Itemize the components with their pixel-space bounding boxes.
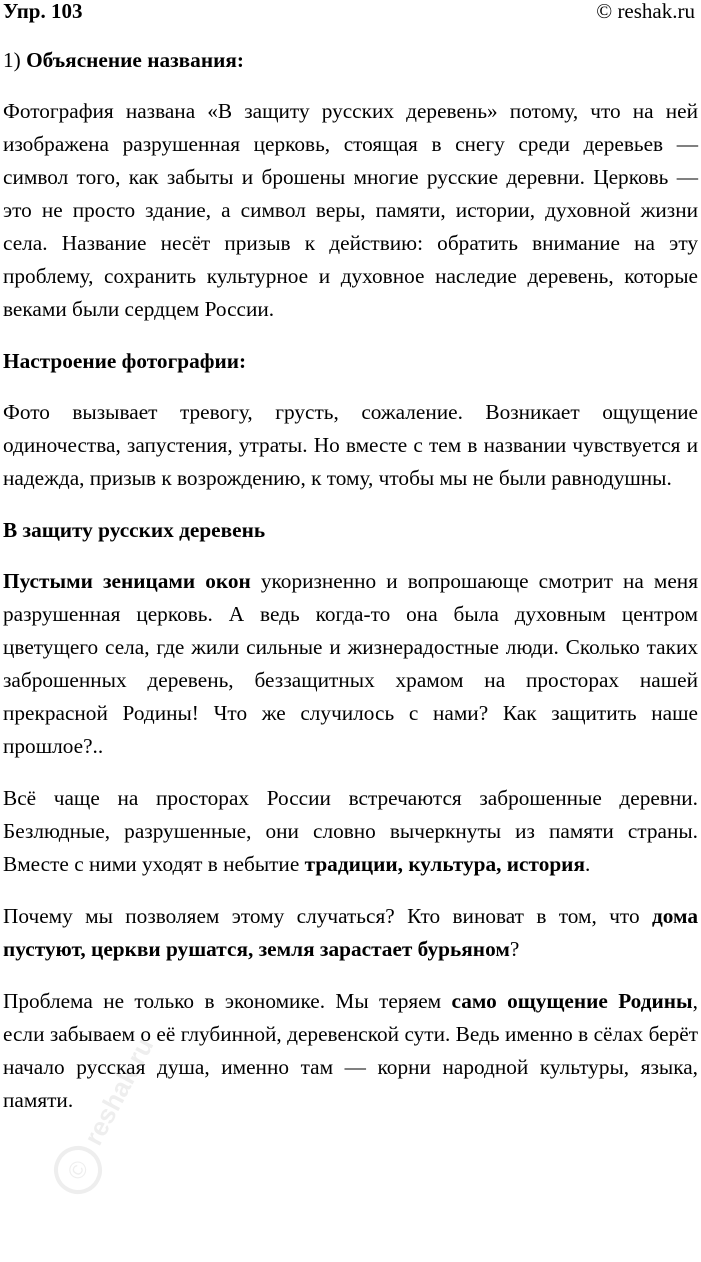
section-number: 1) [3, 48, 27, 72]
essay-p2-text: Всё чаще на просторах России встречаются заброшенные деревни. Безлюдные, разрушенные, они словно вычеркнуты из памяти страны. Вместе с ними уходят в небытие [3, 786, 698, 876]
exercise-number: Упр. 103 [3, 0, 83, 23]
page-header [3, 0, 695, 30]
source-label: © reshak.ru [596, 0, 695, 23]
essay-p3-end: ? [509, 937, 520, 961]
essay-p2-end: . [584, 852, 591, 876]
essay-p4-bold: само ощущение Родины [451, 989, 693, 1013]
essay-p4-text: Проблема не только в экономике. Мы теряем [3, 989, 452, 1013]
document-body [3, 44, 698, 1136]
essay-p3-text: Почему мы позволяем этому случаться? Кто виноват в том, что [3, 904, 652, 928]
essay-paragraph-4 [3, 985, 698, 1117]
essay-paragraph-2 [3, 782, 698, 881]
essay-paragraph-1 [3, 565, 698, 763]
mood-paragraph: Фото вызывает тревогу, грусть, сожаление. Возникает ощущение одиночества, запустения, утраты. Но вместе с тем в названии чувствуется и надежда, призыв к возрождению, к тому, чтобы мы не были равнодушны. [3, 400, 698, 490]
essay-p1-text: укоризненно и вопрошающе смотрит на меня разрушенная церковь. А ведь когда-то она была духовным центром цветущего села, где жили сильные и жизнерадостные люди. Сколько таких заброшенных деревень, беззащитных храмом на просторах нашей прекрасной Родины! Что же случилось с нами? Как защитить наше прошлое?.. [3, 569, 698, 758]
watermark-text: reshak.ru [77, 1032, 160, 1151]
essay-paragraph-3 [3, 900, 698, 966]
essay-p1-bold: Пустыми зеницами окон [3, 569, 251, 593]
mood-heading: Настроение фотографии: [3, 349, 247, 373]
svg-text:©: © [62, 1156, 95, 1185]
section-title: Объяснение названия: [26, 48, 244, 72]
essay-p4-end: , если забываем о её глубинной, деревенской сути. Ведь именно в сёлах берёт начало русская душа, именно там — корни народной культуры, языка, памяти. [3, 989, 698, 1112]
essay-title: В защиту русских деревень [3, 518, 266, 542]
essay-p2-bold: традиции, культура, история [304, 852, 585, 876]
section-heading-explanation [3, 44, 698, 77]
essay-p3-bold: дома пустуют, церкви рушатся, земля зарастает бурьяном [3, 904, 698, 961]
explanation-paragraph: Фотография названа «В защиту русских деревень» потому, что на ней изображена разрушенная церковь, стоящая в снегу среди деревьев — символ того, как забыты и брошены многие русские деревни. Церковь — это не просто здание, а символ веры, памяти, истории, духовной жизни села. Название несёт призыв к действию: обратить внимание на эту проблему, сохранить культурное и духовное наследие деревень, которые веками были сердцем России. [3, 99, 698, 321]
